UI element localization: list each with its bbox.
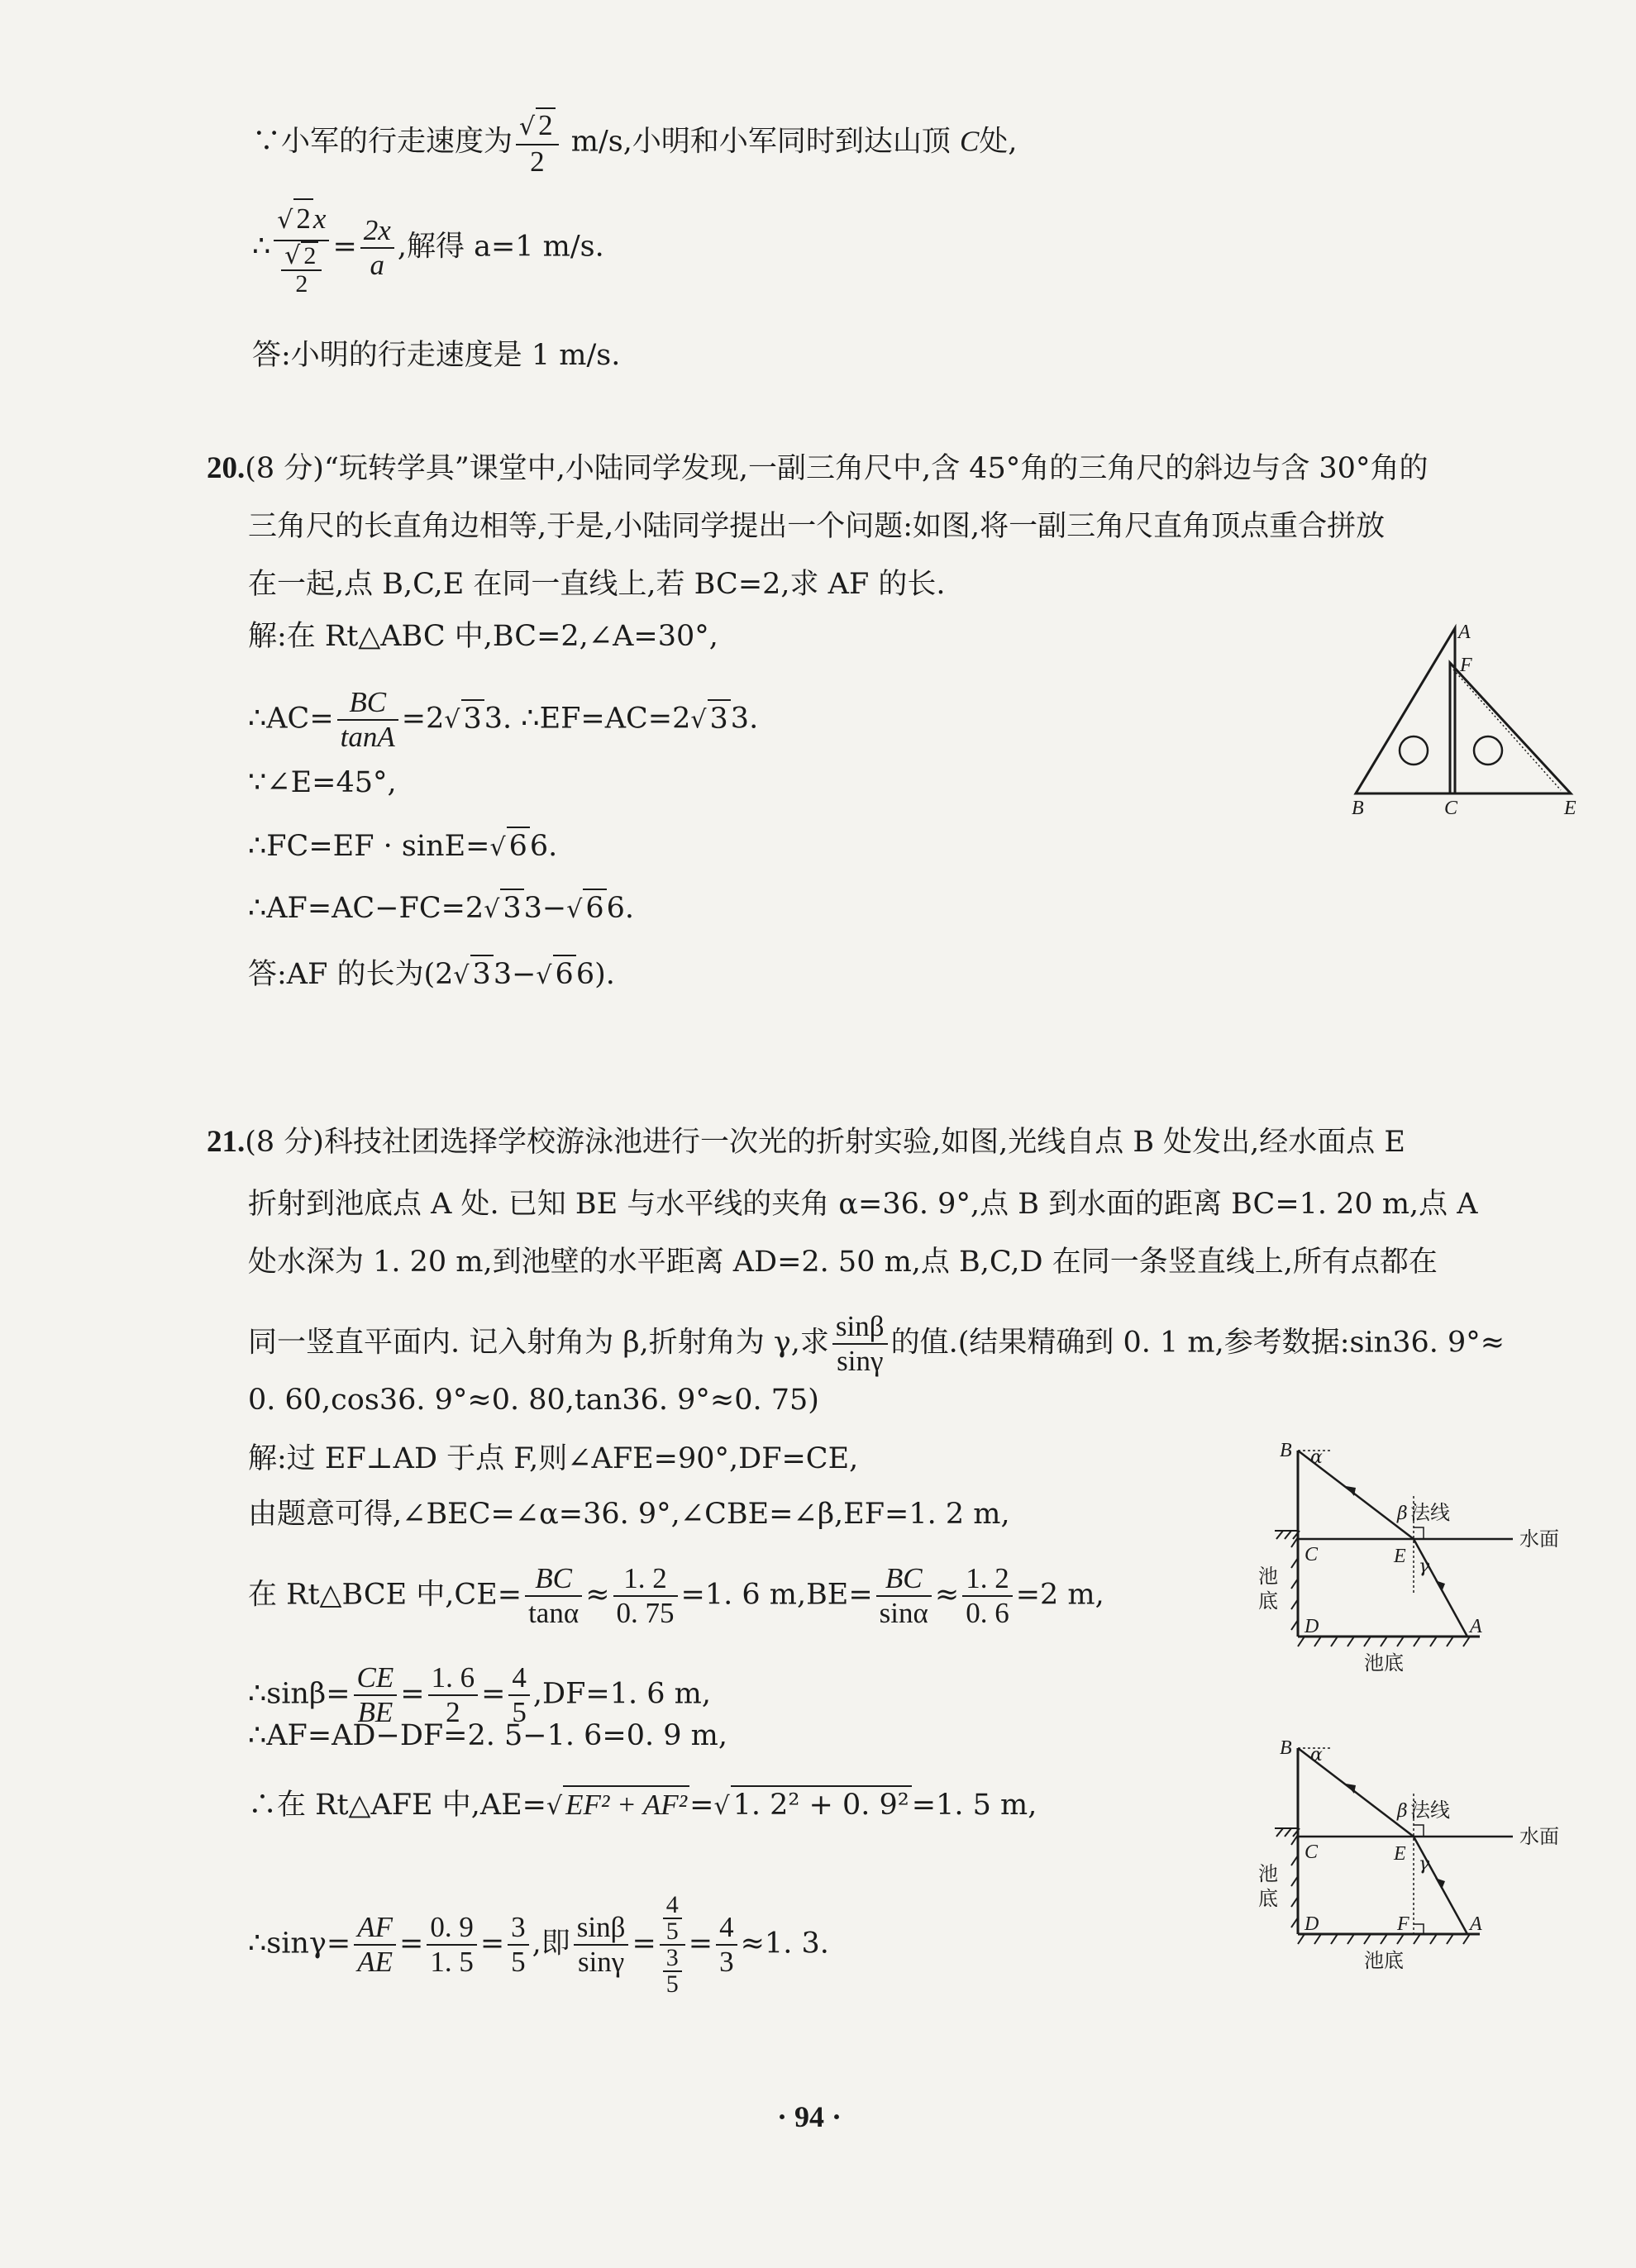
label-a: A xyxy=(1470,1913,1482,1935)
text: ∵小军的行走速度为 xyxy=(252,125,513,159)
label-pool-bottom: 池底 xyxy=(1364,1651,1404,1675)
label-water: 水面 xyxy=(1519,1527,1559,1551)
q20-sol-5: ∴AF=AC−FC=2√ 33−√ 66. xyxy=(248,889,634,928)
label-alpha: α xyxy=(1310,1745,1323,1765)
label-gamma: γ xyxy=(1419,1556,1430,1577)
q21-stem-1: 21.(8 分)科技社团选择学校游泳池进行一次光的折射实验,如图,光线自点 B 处发出,经水面点 E xyxy=(207,1125,1405,1159)
q20-stem-3: 在一起,点 B,C,E 在同一直线上,若 BC=2,求 AF 的长. xyxy=(248,568,946,601)
fraction: $\frac{AF}{AE}$ xyxy=(354,1911,396,1979)
label-bottom: 底 xyxy=(1258,1589,1278,1613)
label-f: F xyxy=(1397,1913,1409,1935)
q21-stem-4: 同一竖直平面内. 记入射角为 β,折射角为 γ,求 $\frac{\sin\beta}{\sin\gamma}$ 的值.(结果精确到 0. 1 m,参考数据:sin36. 9°≈ xyxy=(248,1310,1505,1377)
label-bottom: 底 xyxy=(1258,1887,1278,1910)
q19-answer: 答:小明的行走速度是 1 m/s. xyxy=(252,339,621,372)
fraction: $\frac{BC}{\sin\alpha}$ xyxy=(876,1562,932,1630)
fraction: $\frac{4}{5}$ xyxy=(508,1661,530,1729)
q20-sol-2: ∴AC= $\frac{BC}{\tan A}$ =2√ 33. ∴EF=AC=2√ 33. xyxy=(248,686,759,753)
triangle-abc xyxy=(1356,628,1455,793)
fraction: $\frac{\sin\beta}{\sin\gamma}$ xyxy=(574,1911,629,1979)
label-pool: 池 xyxy=(1258,1565,1278,1588)
label-a: A xyxy=(1458,622,1471,643)
label-c: C xyxy=(1444,798,1458,818)
fraction: $\frac{CE}{BE}$ xyxy=(354,1661,398,1729)
q21-stem-5: 0. 60,cos36. 9°≈0. 80,tan36. 9°≈0. 75) xyxy=(248,1384,819,1417)
q21-stem-2: 折射到池底点 A 处. 已知 BE 与水平线的夹角 α=36. 9°,点 B 到水面的距离 BC=1. 20 m,点 A xyxy=(248,1188,1478,1221)
page-number: · 94 · xyxy=(777,2100,842,2133)
label-c: C xyxy=(1305,1544,1319,1565)
q21-sol-7: ∴sinγ= $\frac{AF}{AE}$ = $\frac{0. 9}{1. 5}$ = $\frac{3}{5}$ ,即 $\frac{\sin\beta}{\sin\gamma}$ = $\frac{\frac{4}{5}}{\frac{3}{5}}$ = $\frac{4}{3}$ ≈1. 3. xyxy=(248,1891,829,1998)
q20-sol-3: ∵∠E=45°, xyxy=(248,766,397,799)
question-number: 21. xyxy=(207,1125,246,1159)
q21-sol-6: ∴在 Rt△AFE 中,AE=√ EF² + AF²=√ 1. 2² + 0. 9²=1. 5 m, xyxy=(248,1785,1037,1825)
label-beta: β xyxy=(1397,1801,1408,1822)
fraction: $\frac{4}{3}$ xyxy=(716,1911,737,1979)
label-pool-bottom: 池底 xyxy=(1364,1949,1404,1972)
label-a: A xyxy=(1470,1616,1482,1637)
fraction: $\frac{1. 2}{0. 6}$ xyxy=(962,1562,1013,1630)
fraction: $\frac{1. 2}{0. 75}$ xyxy=(613,1562,678,1630)
fraction: $\frac{√ 2x}{\frac{√ 2}{2}}$ xyxy=(274,198,329,298)
q20-stem-1: 20.(8 分)“玩转学具”课堂中,小陆同学发现,一副三角尺中,含 45°角的三角尺的斜边与含 30°角的 xyxy=(207,451,1429,485)
q20-stem-2: 三角尺的长直角边相等,于是,小陆同学提出一个问题:如图,将一副三角尺直角顶点重合拼放 xyxy=(248,510,1386,543)
label-d: D xyxy=(1305,1913,1319,1935)
label-water: 水面 xyxy=(1519,1825,1559,1848)
label-f: F xyxy=(1460,655,1472,676)
q21-sol-3: 在 Rt△BCE 中,CE= $\frac{BC}{\tan\alpha}$ ≈ $\frac{1. 2}{0. 75}$ =1. 6 m,BE= $\frac{BC}{\sin\alpha}$ ≈ $\frac{1. 2}{0. 6}$ =2 m, xyxy=(248,1562,1104,1629)
fraction: $\frac{BC}{\tan A}$ xyxy=(337,686,398,754)
label-beta: β xyxy=(1397,1503,1408,1524)
label-d: D xyxy=(1305,1616,1319,1637)
fraction: $\frac{0. 9}{1. 5}$ xyxy=(427,1911,477,1979)
q20-answer: 答:AF 的长为(2√ 33−√ 66). xyxy=(248,955,615,994)
q21-sol-4: ∴sinβ= $\frac{CE}{BE}$ = $\frac{1. 6}{2}$ = $\frac{4}{5}$ ,DF=1. 6 m, xyxy=(248,1661,711,1728)
q21-sol-5: ∴AF=AD−DF=2. 5−1. 6=0. 9 m, xyxy=(248,1719,727,1752)
q19-speed-line: ∵小军的行走速度为 $\frac{√ 2}{2}$ m/s,小明和小军同时到达山顶 C处, xyxy=(252,109,1018,178)
label-alpha: α xyxy=(1310,1447,1323,1468)
label-b: B xyxy=(1352,798,1364,818)
fraction: $\frac{1. 6}{2}$ xyxy=(428,1661,479,1729)
label-pool: 池 xyxy=(1258,1862,1278,1885)
q21-sol-1: 解:过 EF⊥AD 于点 F,则∠AFE=90°,DF=CE, xyxy=(248,1442,859,1475)
fraction: $\frac{\sin\beta}{\sin\gamma}$ xyxy=(832,1310,888,1378)
label-e: E xyxy=(1564,798,1576,818)
label-e: E xyxy=(1394,1546,1406,1567)
label-normal: 法线 xyxy=(1410,1501,1450,1524)
triangle-cef xyxy=(1450,663,1571,793)
q20-sol-4: ∴FC=EF · sinE=√ 66. xyxy=(248,827,557,866)
q21-pool-figure-2 xyxy=(1240,1736,1587,1984)
fraction: $\frac{BC}{\tan\alpha}$ xyxy=(525,1562,582,1630)
q21-pool-figure-1 xyxy=(1240,1438,1587,1686)
compound-fraction: $\frac{\frac{4}{5}}{\frac{3}{5}}$ xyxy=(660,1893,685,1997)
label-b: B xyxy=(1280,1737,1292,1759)
label-gamma: γ xyxy=(1419,1854,1430,1875)
label-normal: 法线 xyxy=(1410,1799,1450,1822)
q21-sol-2: 由题意可得,∠BEC=∠α=36. 9°,∠CBE=∠β,EF=1. 2 m, xyxy=(248,1498,1010,1531)
q21-stem-3: 处水深为 1. 20 m,到池壁的水平距离 AD=2. 50 m,点 B,C,D 在同一条竖直线上,所有点都在 xyxy=(248,1246,1438,1279)
fraction: $\frac{2x}{a}$ xyxy=(360,214,394,282)
label-c: C xyxy=(1305,1842,1319,1863)
label-e: E xyxy=(1394,1843,1406,1865)
q20-triangle-figure xyxy=(1347,620,1595,818)
question-number: 20. xyxy=(207,451,246,485)
fraction: $\frac{3}{5}$ xyxy=(508,1911,529,1979)
label-b: B xyxy=(1280,1440,1292,1461)
text: m/s,小明和小军同时到达山顶 xyxy=(570,125,951,159)
fraction: $\frac{√ 2}{2}$ xyxy=(516,107,559,179)
q20-sol-1: 解:在 Rt△ABC 中,BC=2,∠A=30°, xyxy=(248,620,718,653)
q19-equation-line: ∴ $\frac{√ 2x}{\frac{√ 2}{2}}$ = $\frac{2x}{a}$ ,解得 a=1 m/s. xyxy=(252,198,604,298)
